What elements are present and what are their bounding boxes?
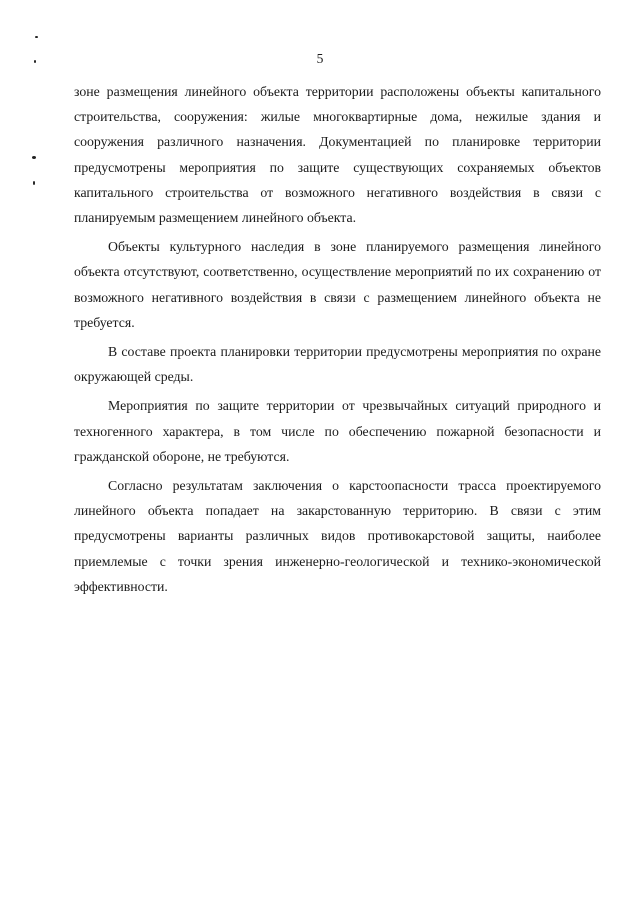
paragraph: Мероприятия по защите территории от чрезвычайных ситуаций природного и техногенного характера, в том числе по обеспечению пожарной безопасности и гражданской обороне, не требуются. [74, 398, 601, 464]
scan-speck [35, 36, 38, 38]
paragraph: Объекты культурного наследия в зоне планируемого размещения линейного объекта отсутствуют, соответственно, осуществление мероприятий по их сохранению от возможного негативного воздействия в связи с размещением линейного объекта не требуется. [74, 239, 601, 330]
page-number: 5 [316, 51, 324, 66]
paragraph: зоне размещения линейного объекта территории расположены объекты капитального строительства, сооружения: жилые многоквартирные дома, нежилые здания и сооружения различного назначения. Документацией по планировке территории предусмотрены мероприятия по защите существующих сохраняемых объектов капитального строительства от возможного негативного воздействия в связи с планируемым размещением линейного объекта. [74, 84, 601, 226]
paragraph: Согласно результатам заключения о карстоопасности трасса проектируемого линейного объекта попадает на закарстованную территорию. В связи с этим предусмотрены варианты различных видов противокарстовой защиты, наиболее приемлемые с точки зрения инженерно-геологической и технико-экономической эффективности. [74, 478, 601, 594]
scan-speck [33, 181, 35, 185]
paragraph: В составе проекта планировки территории предусмотрены мероприятия по охране окружающей среды. [74, 344, 601, 385]
scan-speck [32, 156, 36, 159]
document-body [74, 79, 601, 603]
